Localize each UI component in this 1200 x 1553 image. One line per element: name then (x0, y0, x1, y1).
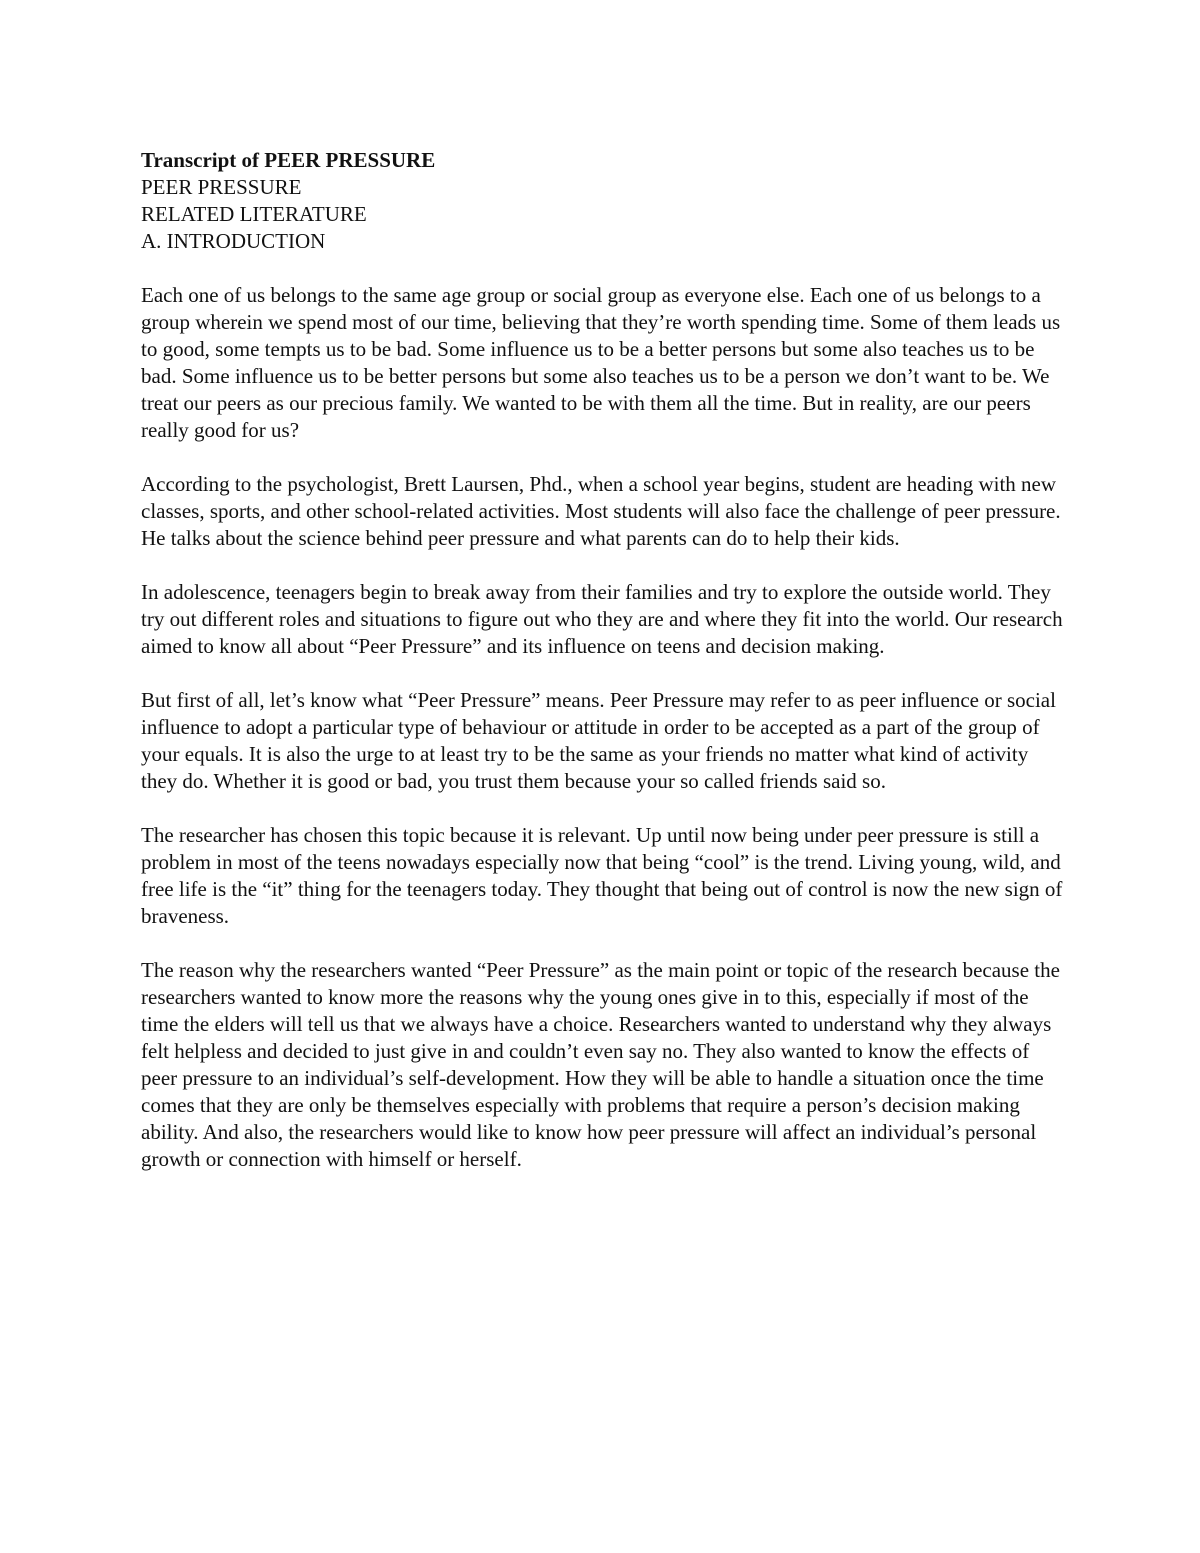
document-body (141, 147, 1066, 1200)
paragraph-5: The researcher has chosen this topic because it is relevant. Up until now being under peer pressure is still a problem in most of the teens nowadays especially now that being “cool” is the trend. Living young, wild, and free life is the “it” thing for the teenagers today. They thought that being out of control is now the new sign of braveness. (141, 823, 1063, 928)
spacer (141, 255, 1066, 282)
section-heading: A. INTRODUCTION (141, 229, 326, 253)
paragraph-2: According to the psychologist, Brett Laursen, Phd., when a school year begins, student are heading with new classes, sports, and other school-related activities. Most students will also face the challenge of peer pressure. He talks about the science behind peer pressure and what parents can do to help their kids. (141, 472, 1061, 550)
document-title: Transcript of PEER PRESSURE (141, 148, 436, 172)
paragraph-4: But first of all, let’s know what “Peer Pressure” means. Peer Pressure may refer to as peer influence or social influence to adopt a particular type of behaviour or attitude in order to be accepted as a part of the group of your equals. It is also the urge to at least try to be the same as your friends no matter what kind of activity they do. Whether it is good or bad, you trust them because your so called friends said so. (141, 688, 1056, 793)
paragraph-6: The reason why the researchers wanted “Peer Pressure” as the main point or topic of the research because the researchers wanted to know more the reasons why the young ones give in to this, especially if most of the time the elders will tell us that we always have a choice. Researchers wanted to understand why they always felt helpless and decided to just give in and couldn’t even say no. They also wanted to know the effects of peer pressure to an individual’s self-development. How they will be able to handle a situation once the time comes that they are only be themselves especially with problems that require a person’s decision making ability. And also, the researchers would like to know how peer pressure will affect an individual’s personal growth or connection with himself or herself. (141, 958, 1060, 1171)
paragraph-3: In adolescence, teenagers begin to break away from their families and try to explore the outside world. They try out different roles and situations to figure out who they are and where they fit into the world. Our research aimed to know all about “Peer Pressure” and its influence on teens and decision making. (141, 580, 1063, 658)
document-heading: PEER PRESSURE (141, 175, 302, 199)
document-subheading: RELATED LITERATURE (141, 202, 367, 226)
paragraph-1: Each one of us belongs to the same age group or social group as everyone else. Each one of us belongs to a group wherein we spend most of our time, believing that they’re worth spending time. Some of them leads us to good, some tempts us to be bad. Some influence us to be a better persons but some also teaches us to be bad. Some influence us to be better persons but some also teaches us to be a person we don’t want to be. We treat our peers as our precious family. We wanted to be with them all the time. But in reality, are our peers really good for us? (141, 283, 1061, 442)
